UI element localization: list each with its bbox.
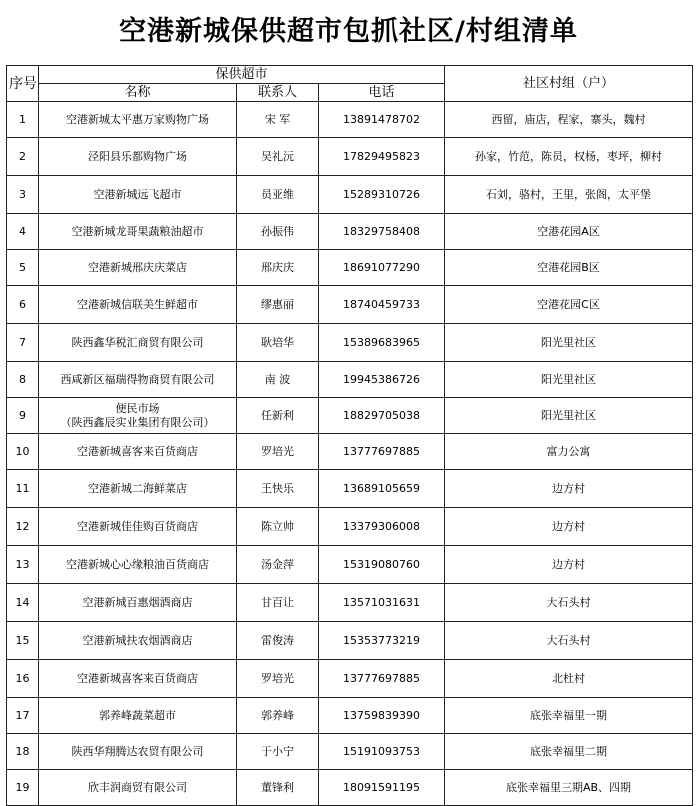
cell-contact: 于小宁 — [237, 734, 319, 770]
cell-seq: 19 — [7, 770, 39, 806]
cell-contact: 缪惠丽 — [237, 286, 319, 324]
cell-name: 空港新城喜客来百货商店 — [39, 660, 237, 698]
cell-seq: 10 — [7, 434, 39, 470]
cell-phone: 13379306008 — [319, 508, 445, 546]
cell-community: 富力公寓 — [445, 434, 693, 470]
table-row — [7, 324, 693, 362]
cell-seq: 5 — [7, 250, 39, 286]
table-row — [7, 138, 693, 176]
cell-phone: 13689105659 — [319, 470, 445, 508]
table-row — [7, 470, 693, 508]
cell-seq: 17 — [7, 698, 39, 734]
cell-contact: 汤金萍 — [237, 546, 319, 584]
cell-seq: 18 — [7, 734, 39, 770]
cell-seq: 15 — [7, 622, 39, 660]
cell-name: 陕西华翔腾达农贸有限公司 — [39, 734, 237, 770]
cell-seq: 3 — [7, 176, 39, 214]
table-row — [7, 102, 693, 138]
cell-contact: 雷俊涛 — [237, 622, 319, 660]
cell-seq: 12 — [7, 508, 39, 546]
cell-contact: 罗培光 — [237, 434, 319, 470]
cell-seq: 4 — [7, 214, 39, 250]
table-row — [7, 176, 693, 214]
table-row — [7, 546, 693, 584]
cell-seq: 2 — [7, 138, 39, 176]
cell-seq: 7 — [7, 324, 39, 362]
cell-phone: 13571031631 — [319, 584, 445, 622]
cell-seq: 6 — [7, 286, 39, 324]
cell-community: 边方村 — [445, 546, 693, 584]
cell-name — [39, 398, 237, 434]
cell-community: 大石头村 — [445, 622, 693, 660]
cell-phone: 15289310726 — [319, 176, 445, 214]
cell-phone: 18329758408 — [319, 214, 445, 250]
cell-seq: 1 — [7, 102, 39, 138]
cell-phone: 15353773219 — [319, 622, 445, 660]
cell-name: 空港新城远飞超市 — [39, 176, 237, 214]
table-row — [7, 250, 693, 286]
cell-community: 阳光里社区 — [445, 362, 693, 398]
cell-contact: 邢庆庆 — [237, 250, 319, 286]
cell-name: 陕西鑫华税汇商贸有限公司 — [39, 324, 237, 362]
cell-community: 空港花园C区 — [445, 286, 693, 324]
cell-phone: 18091591195 — [319, 770, 445, 806]
cell-phone: 15319080760 — [319, 546, 445, 584]
cell-contact: 董锋利 — [237, 770, 319, 806]
cell-name: 空港新城二海鲜菜店 — [39, 470, 237, 508]
cell-community: 底张幸福里三期AB、四期 — [445, 770, 693, 806]
cell-community: 西留，庙店，程家，寨头，魏村 — [445, 102, 693, 138]
table-row — [7, 398, 693, 434]
cell-seq: 9 — [7, 398, 39, 434]
cell-community: 北杜村 — [445, 660, 693, 698]
cell-name: 空港新城佳佳购百货商店 — [39, 508, 237, 546]
cell-contact: 孙振伟 — [237, 214, 319, 250]
table-row — [7, 584, 693, 622]
cell-community: 孙家，竹范，陈员，权杨，枣坪，柳村 — [445, 138, 693, 176]
header-phone: 电话 — [319, 84, 445, 102]
cell-community: 边方村 — [445, 508, 693, 546]
cell-name: 空港新城喜客来百货商店 — [39, 434, 237, 470]
cell-name-line1: 便民市场 — [115, 401, 160, 415]
cell-community: 边方村 — [445, 470, 693, 508]
cell-contact: 陈立帅 — [237, 508, 319, 546]
cell-phone: 13777697885 — [319, 434, 445, 470]
cell-contact: 耿培华 — [237, 324, 319, 362]
cell-contact: 王快乐 — [237, 470, 319, 508]
table-row — [7, 362, 693, 398]
cell-name: 空港新城信联美生鲜超市 — [39, 286, 237, 324]
cell-community: 阳光里社区 — [445, 324, 693, 362]
cell-phone: 13759839390 — [319, 698, 445, 734]
header-contact: 联系人 — [237, 84, 319, 102]
cell-community: 底张幸福里二期 — [445, 734, 693, 770]
cell-contact: 南 波 — [237, 362, 319, 398]
header-name: 名称 — [39, 84, 237, 102]
cell-name: 泾阳县乐都购物广场 — [39, 138, 237, 176]
cell-contact: 郭养峰 — [237, 698, 319, 734]
table-row — [7, 734, 693, 770]
cell-contact: 罗培光 — [237, 660, 319, 698]
cell-name-line2: （陕西鑫辰实业集团有限公司） — [60, 415, 215, 429]
header-row-top — [7, 66, 693, 84]
table-row — [7, 286, 693, 324]
cell-seq: 13 — [7, 546, 39, 584]
cell-contact: 宋 军 — [237, 102, 319, 138]
cell-name: 郭养峰蔬菜超市 — [39, 698, 237, 734]
cell-name: 空港新城太平惠万家购物广场 — [39, 102, 237, 138]
supermarket-table — [6, 65, 693, 806]
cell-name: 空港新城扶农烟酒商店 — [39, 622, 237, 660]
cell-phone: 18829705038 — [319, 398, 445, 434]
header-supermarket-group: 保供超市 — [39, 66, 445, 84]
header-seq: 序号 — [7, 66, 39, 102]
cell-community: 阳光里社区 — [445, 398, 693, 434]
cell-name: 欣丰润商贸有限公司 — [39, 770, 237, 806]
cell-name: 空港新城心心缘粮油百货商店 — [39, 546, 237, 584]
cell-name: 西咸新区福瑞得物商贸有限公司 — [39, 362, 237, 398]
page-title: 空港新城保供超市包抓社区/村组清单 — [119, 16, 578, 47]
table-row — [7, 214, 693, 250]
cell-community: 石刘，骆村，王里，张阁，太平堡 — [445, 176, 693, 214]
header-community: 社区村组（户） — [445, 66, 693, 102]
cell-phone: 13777697885 — [319, 660, 445, 698]
table-row — [7, 622, 693, 660]
cell-contact: 吴礼沅 — [237, 138, 319, 176]
cell-community: 空港花园A区 — [445, 214, 693, 250]
table-row — [7, 434, 693, 470]
cell-phone: 19945386726 — [319, 362, 445, 398]
table-row — [7, 770, 693, 806]
cell-seq: 11 — [7, 470, 39, 508]
cell-phone: 18691077290 — [319, 250, 445, 286]
cell-community: 底张幸福里一期 — [445, 698, 693, 734]
cell-seq: 8 — [7, 362, 39, 398]
cell-name: 空港新城邢庆庆菜店 — [39, 250, 237, 286]
cell-seq: 16 — [7, 660, 39, 698]
table-row — [7, 508, 693, 546]
table-row — [7, 698, 693, 734]
cell-phone: 17829495823 — [319, 138, 445, 176]
cell-community: 大石头村 — [445, 584, 693, 622]
cell-phone: 15191093753 — [319, 734, 445, 770]
cell-community: 空港花园B区 — [445, 250, 693, 286]
cell-contact: 甘百让 — [237, 584, 319, 622]
cell-contact: 任新利 — [237, 398, 319, 434]
cell-phone: 18740459733 — [319, 286, 445, 324]
cell-phone: 13891478702 — [319, 102, 445, 138]
table-row — [7, 660, 693, 698]
cell-name: 空港新城百惠烟酒商店 — [39, 584, 237, 622]
cell-phone: 15389683965 — [319, 324, 445, 362]
cell-contact: 员亚维 — [237, 176, 319, 214]
cell-seq: 14 — [7, 584, 39, 622]
cell-name: 空港新城龙哥果蔬粮油超市 — [39, 214, 237, 250]
